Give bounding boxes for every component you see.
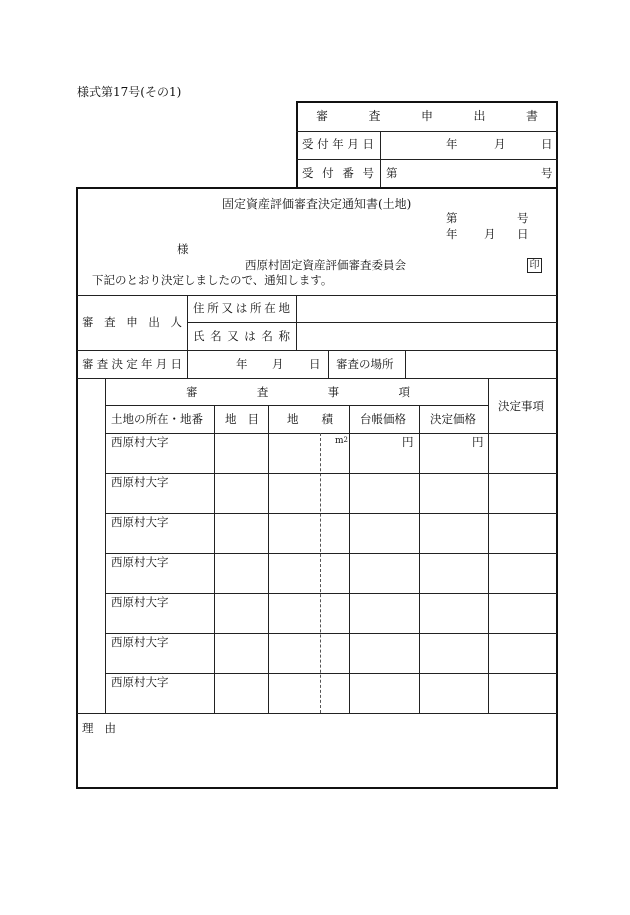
received-date-year-unit: 年 [446, 137, 458, 151]
received-date-month-unit: 月 [494, 137, 506, 151]
received-date-day-unit: 日 [541, 137, 553, 151]
notice-number-suffix: 号 [517, 211, 529, 225]
notice-title: 固定資産評価審査決定通知書(土地) [222, 197, 412, 211]
table-row-location: 西原村大字 [111, 435, 169, 449]
applicant-name-label: 氏 名 又 は 名 称 [193, 329, 290, 343]
notice-number-prefix: 第 [446, 211, 458, 225]
table-row-location: 西原村大字 [111, 595, 169, 609]
table-row-location: 西原村大字 [111, 515, 169, 529]
notice-date-year-unit: 年 [446, 227, 458, 241]
notice-date-month-unit: 月 [484, 227, 496, 241]
form-number: 様式第17号(その1) [77, 85, 182, 99]
review-items-header: 審 査 事 項 [186, 385, 410, 399]
table-row-location: 西原村大字 [111, 675, 169, 689]
applicant-address-label: 住 所 又 は 所 在 地 [193, 301, 290, 315]
addressee-suffix: 様 [177, 242, 189, 256]
review-place-label: 審査の場所 [336, 357, 394, 371]
reason-label: 理 由 [82, 721, 116, 735]
column-header-location: 土地の所在・地番 [111, 412, 203, 426]
table-row-location: 西原村大字 [111, 555, 169, 569]
notice-body-text: 下記のとおり決定しましたので、通知します。 [92, 273, 333, 287]
received-number-label: 受 付 番 号 [302, 166, 374, 180]
decision-date-day-unit: 日 [309, 357, 321, 371]
area-unit: $m^2$ [335, 436, 349, 446]
table-row-location: 西原村大字 [111, 475, 169, 489]
notice-date-day-unit: 日 [517, 227, 529, 241]
received-number-suffix: 号 [541, 166, 553, 180]
seal-mark: 印 [527, 258, 542, 273]
received-date-label: 受 付 年 月 日 [302, 137, 374, 151]
issuer-name: 西原村固定資産評価審査委員会 [245, 258, 406, 272]
decided-price-unit: 円 [472, 435, 484, 449]
received-number-prefix: 第 [386, 166, 398, 180]
applicant-label: 審 査 申 出 人 [82, 315, 182, 329]
column-header-decided-price: 決定価格 [430, 412, 476, 426]
table-row-location: 西原村大字 [111, 635, 169, 649]
decision-date-label: 審 査 決 定 年 月 日 [82, 357, 182, 371]
decision-date-year-unit: 年 [236, 357, 248, 371]
column-header-area: 地 積 [287, 412, 333, 426]
column-header-land-category: 地 目 [225, 412, 259, 426]
ledger-price-unit: 円 [402, 435, 414, 449]
column-header-ledger-price: 台帳価格 [360, 412, 406, 426]
request-title: 審 査 申 出 書 [316, 109, 538, 123]
decision-items-header: 決定事項 [498, 399, 544, 413]
decision-date-month-unit: 月 [272, 357, 284, 371]
